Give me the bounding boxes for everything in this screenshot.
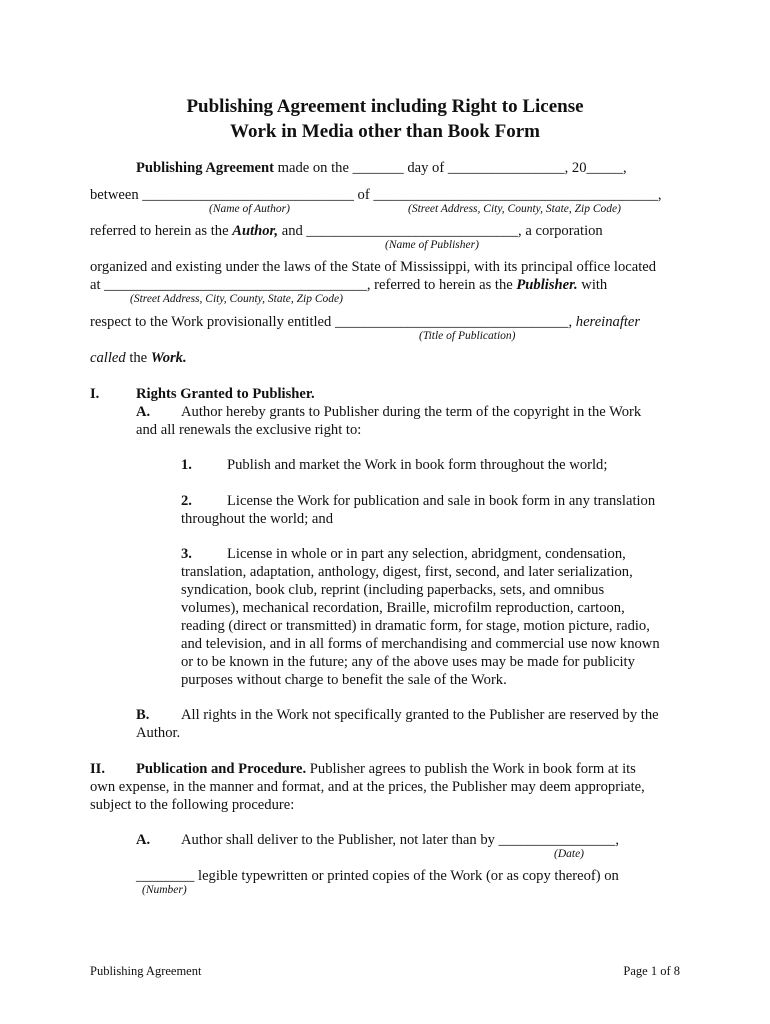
publisher-term: Publisher. — [516, 277, 578, 293]
section1-B-line2: Author. — [136, 725, 181, 741]
item3-line: License in whole or in part any selection, abridgment, condensation, — [227, 546, 626, 562]
hereinafter-term: hereinafter — [575, 314, 641, 330]
item3-number: 3. — [181, 546, 192, 562]
section1-A-line2: and all renewals the exclusive right to: — [136, 422, 362, 438]
section2-A-label: A. — [136, 832, 151, 848]
section2-A-line: Author shall deliver to the Publisher, not later than by ________________, — [181, 832, 619, 848]
document-title-line1: Publishing Agreement including Right to License — [186, 96, 584, 117]
at-line — [90, 278, 607, 293]
item3-line: purposes without charge to benefit the sale of the Work. — [181, 672, 507, 688]
section2-line3: subject to the following procedure: — [90, 797, 295, 813]
document-title-line2: Work in Media other than Book Form — [230, 121, 540, 142]
intro-bold-lead: Publishing Agreement — [136, 160, 274, 176]
section2-heading: Publication and Procedure. — [136, 761, 307, 777]
respect-line — [90, 315, 640, 330]
item3-line: volumes), mechanical recordation, Braille, microfilm reproduction, cartoon, — [181, 600, 625, 616]
item1-text: Publish and market the Work in book form throughout the world; — [227, 457, 608, 473]
footer-page-number: Page 1 of 8 — [623, 964, 680, 978]
referred-pre: referred to herein as the — [90, 223, 233, 239]
section1-number: I. — [90, 386, 100, 402]
referred-post: and _____________________________, a corporation — [278, 223, 603, 239]
at-post: with — [577, 277, 608, 293]
referred-author-line — [90, 224, 603, 239]
section1-B-label: B. — [136, 707, 150, 723]
caption-name-of-publisher: (Name of Publisher) — [385, 239, 479, 251]
item3-line: translation, adaptation, anthology, digest, first, second, and later serialization, — [181, 564, 633, 580]
caption-street-address: (Street Address, City, County, State, Zip Code) — [408, 203, 621, 215]
item2-line1: License the Work for publication and sale in book form in any translation — [227, 493, 656, 509]
caption-name-of-author: (Name of Author) — [209, 203, 290, 215]
item3-line: reading (direct or transmitted) in dramatic form, for stage, motion picture, radio, — [181, 618, 650, 634]
intro-line — [136, 161, 627, 176]
item3-line: or to be known in the future; any of the above uses may be made for publicity — [181, 654, 635, 670]
caption-street-address-2: (Street Address, City, County, State, Zip Code) — [130, 293, 343, 305]
called-the: the — [125, 350, 151, 366]
footer-document-name: Publishing Agreement — [90, 964, 202, 978]
respect-pre: respect to the Work provisionally entitled ________________________________, — [90, 314, 576, 330]
organized-line: organized and existing under the laws of the State of Mississippi, with its principal office located — [90, 259, 657, 275]
section1-A-label: A. — [136, 404, 151, 420]
item1-number: 1. — [181, 457, 192, 473]
section2-number: II. — [90, 761, 106, 777]
item3-line: and television, and in all forms of merchandising and commercial use now known — [181, 636, 660, 652]
caption-date: (Date) — [554, 848, 585, 860]
section2-line2: own expense, in the manner and format, and at the prices, the Publisher may deem appropriate, — [90, 779, 645, 795]
item2-number: 2. — [181, 493, 192, 509]
caption-number: (Number) — [142, 884, 187, 896]
copies-line: ________ legible typewritten or printed copies of the Work (or as copy thereof) on — [136, 868, 619, 884]
at-pre: at ____________________________________, referred to herein as the — [90, 277, 517, 293]
item2-line2: throughout the world; and — [181, 511, 333, 527]
section2-line1-rest: Publisher agrees to publish the Work in book form at its — [306, 761, 636, 777]
section2-line1 — [136, 762, 636, 777]
between-line: between _____________________________ of _______________________________________, — [90, 187, 662, 203]
called-line — [90, 351, 187, 366]
work-term: Work. — [150, 350, 187, 366]
intro-rest: made on the _______ day of ________________, 20_____, — [273, 160, 627, 176]
called-word: called — [90, 350, 126, 366]
section1-B-line1: All rights in the Work not specifically granted to the Publisher are reserved by the — [181, 707, 659, 723]
author-term: Author, — [232, 223, 279, 239]
caption-title-of-publication: (Title of Publication) — [419, 330, 516, 342]
section1-A-line1: Author hereby grants to Publisher during the term of the copyright in the Work — [181, 404, 642, 420]
section1-heading: Rights Granted to Publisher. — [136, 386, 315, 402]
item3-line: syndication, book club, reprint (including paperbacks, sets, and omnibus — [181, 582, 605, 598]
